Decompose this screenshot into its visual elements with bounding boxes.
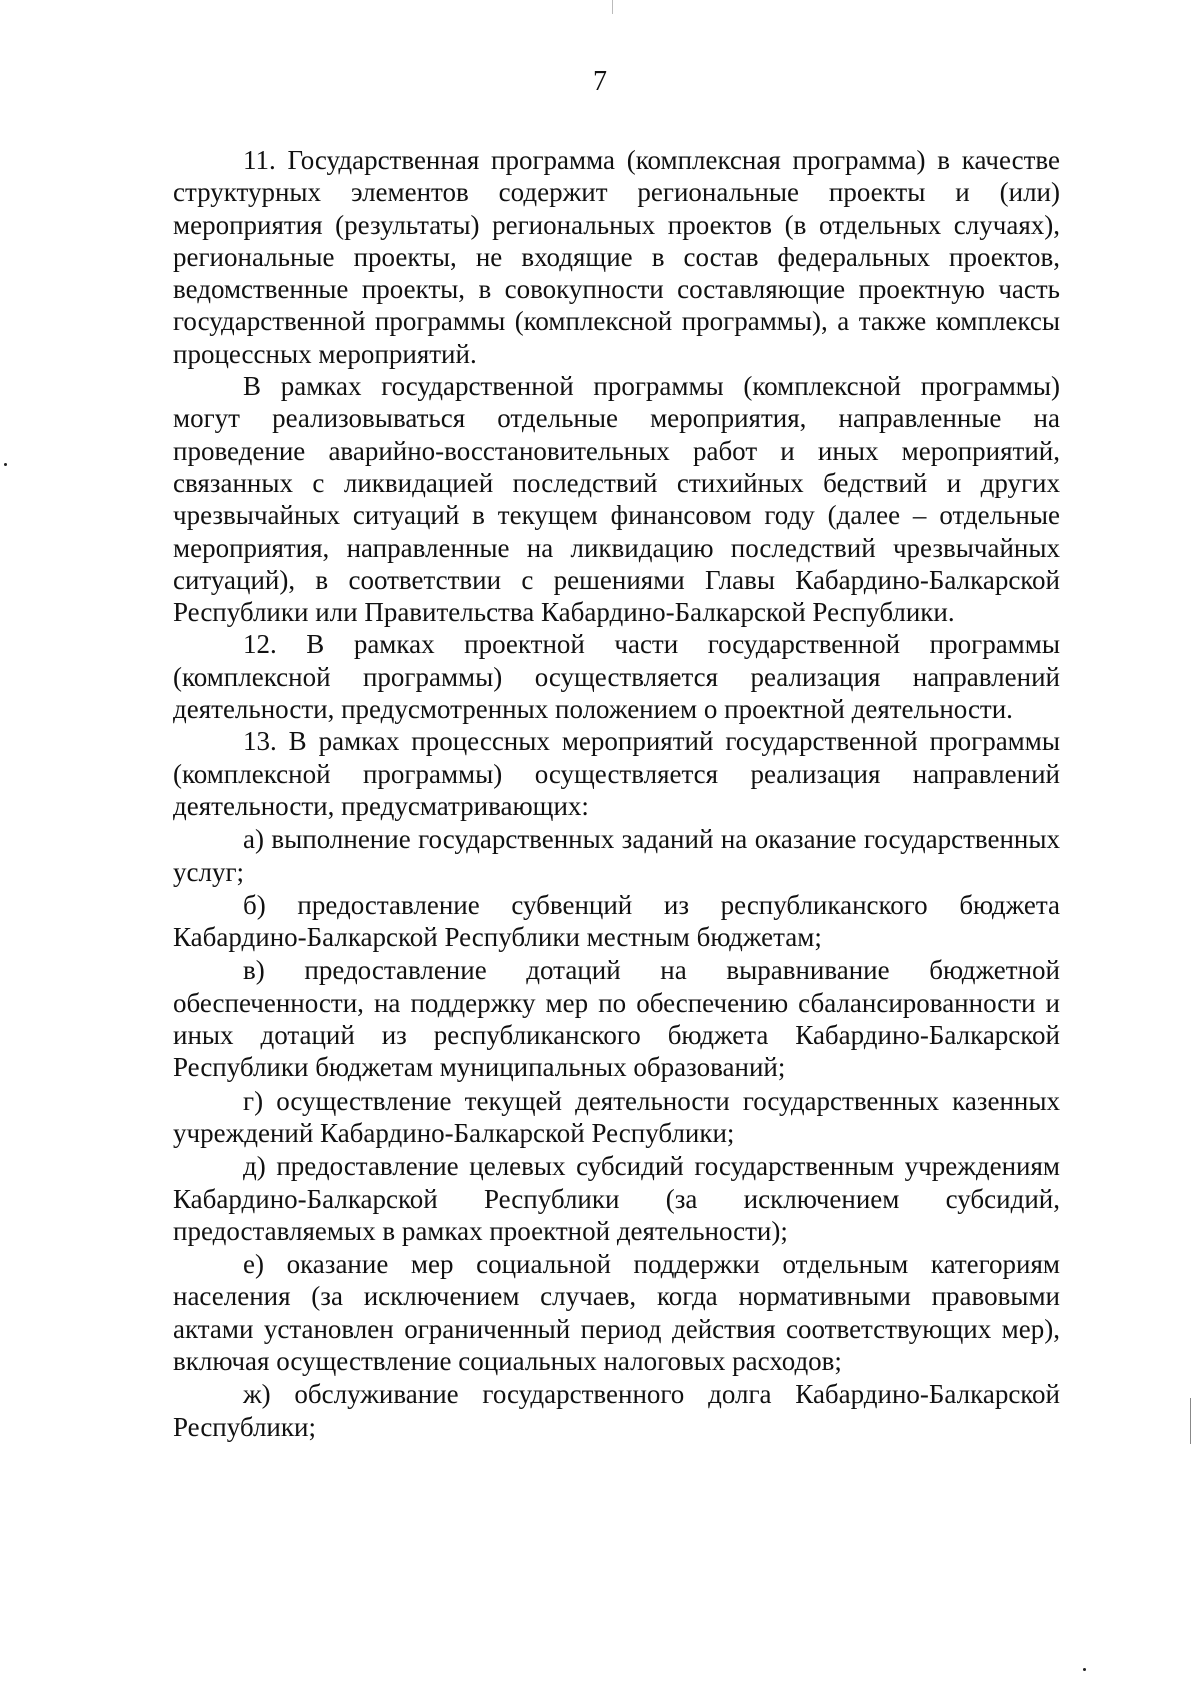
- list-item-g: г) осуществление текущей деятельности государственных казенных учреждений Кабардино-Балкарской Республики;: [173, 1085, 1060, 1148]
- list-item-zh: ж) обслуживание государственного долга Кабардино-Балкарской Республики;: [173, 1379, 1060, 1442]
- list-item-d: д) предоставление целевых субсидий государственным учреждениям Кабардино-Балкарской Республики (за исключением субсидий, предоставляемых в рамках проектной деятельности);: [173, 1151, 1060, 1246]
- list-item-e: е) оказание мер социальной поддержки отдельным категориям населения (за исключением случаев, когда нормативными правовыми актами установлен ограниченный период действия соответствующих мер), включая осуществление социальных налоговых расходов;: [173, 1249, 1060, 1376]
- paragraph-12: 12. В рамках проектной части государственной программы (комплексной программы) осуществляется реализация направлений деятельности, предусмотренных положением о проектной деятельности.: [173, 629, 1060, 725]
- paragraph-separate-measures: В рамках государственной программы (комплексной программы) могут реализовываться отдельные мероприятия, направленные на проведение аварийно-восстановительных работ и иных мероприятий, связанных с ликвидацией последствий стихийных бедствий и других чрезвычайных ситуаций в текущем финансовом году (далее – отдельные мероприятия, направленные на ликвидацию последствий чрезвычайных ситуаций), в соответствии с решениями Главы Кабардино-Балкарской Республики или Правительства Кабардино-Балкарской Республики.: [173, 371, 1060, 628]
- page-number: 7: [593, 66, 607, 97]
- list-item-a: а) выполнение государственных заданий на оказание государственных услуг;: [173, 824, 1060, 887]
- scan-artifact: [1083, 1668, 1086, 1671]
- paragraph-11: 11. Государственная программа (комплексная программа) в качестве структурных элементов содержит региональные проекты и (или) мероприятия (результаты) региональных проектов (в отдельных случаях), региональные проекты, не входящие в состав федеральных проектов, ведомственные проекты, в совокупности составляющие проектную часть государственной программы (комплексной программы), а также комплексы процессных мероприятий.: [173, 145, 1060, 369]
- list-item-b: б) предоставление субвенций из республиканского бюджета Кабардино-Балкарской Республики местным бюджетам;: [173, 889, 1060, 953]
- paragraph-13: 13. В рамках процессных мероприятий государственной программы (комплексной программы) осуществляется реализация направлений деятельности, предусматривающих:: [173, 726, 1060, 821]
- document-body: [173, 144, 1060, 1443]
- list-item-v: в) предоставление дотаций на выравнивание бюджетной обеспеченности, на поддержку мер по обеспечению сбалансированности и иных дотаций из республиканского бюджета Кабардино-Балкарской Республики бюджетам муниципальных образований;: [173, 955, 1060, 1083]
- scan-artifact: [1190, 1398, 1191, 1444]
- scan-artifact: [4, 463, 7, 466]
- scan-artifact: [612, 0, 613, 14]
